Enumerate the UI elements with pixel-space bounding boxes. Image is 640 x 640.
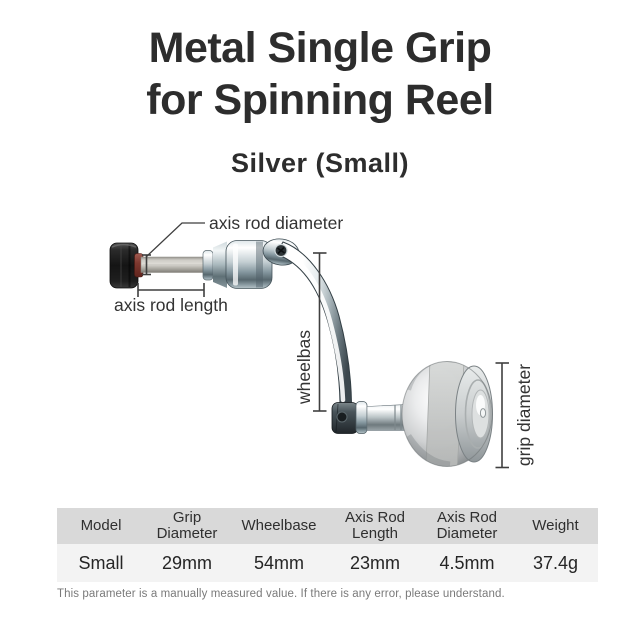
spec-table-row: [57, 544, 598, 582]
black-knob: [110, 243, 138, 288]
head-screw-icon: [275, 245, 287, 257]
col-header-model: Model: [80, 517, 122, 534]
cell-axis-rod-diameter: 4.5mm: [439, 552, 495, 573]
grip-center-hole: [480, 409, 485, 418]
cell-weight: 37.4g: [532, 552, 579, 573]
variant-label: Silver (Small): [230, 148, 410, 178]
cell-model: Small: [78, 552, 124, 573]
col-header-weight: Weight: [532, 517, 579, 534]
title-line-2: for Spinning Reel: [146, 76, 494, 124]
col-header-axis-rod-length: Axis Rod Length: [344, 509, 406, 542]
disclaimer-text: This parameter is a manually measured value. If there is any error, please understand.: [57, 588, 505, 600]
col-header-wheelbase: Wheelbase: [241, 517, 317, 534]
cell-axis-rod-length: 23mm: [349, 552, 400, 573]
wheelbase-label: wheelbas: [294, 330, 314, 404]
grip-ball: [402, 360, 493, 470]
cell-grip-diameter: 29mm: [161, 552, 212, 573]
col-header-grip-diameter: Grip Diameter: [156, 509, 218, 542]
grip-stem: [356, 402, 407, 434]
elbow-pivot: [332, 403, 358, 434]
grip-diameter-annotation: [496, 363, 510, 468]
axis-rod-diameter-label: axis rod diameter: [209, 213, 344, 233]
spec-table-header: [57, 508, 598, 544]
axis-rod: [141, 257, 206, 273]
axis-rod-length-label: axis rod length: [114, 295, 228, 315]
title-line-1: Metal Single Grip: [148, 24, 492, 72]
col-header-axis-rod-diameter: Axis Rod Diameter: [436, 509, 498, 542]
cell-wheelbase: 54mm: [253, 552, 304, 573]
chrome-bushing: [203, 241, 272, 289]
spec-table: [57, 508, 598, 582]
grip-diameter-label: grip diameter: [514, 363, 534, 467]
